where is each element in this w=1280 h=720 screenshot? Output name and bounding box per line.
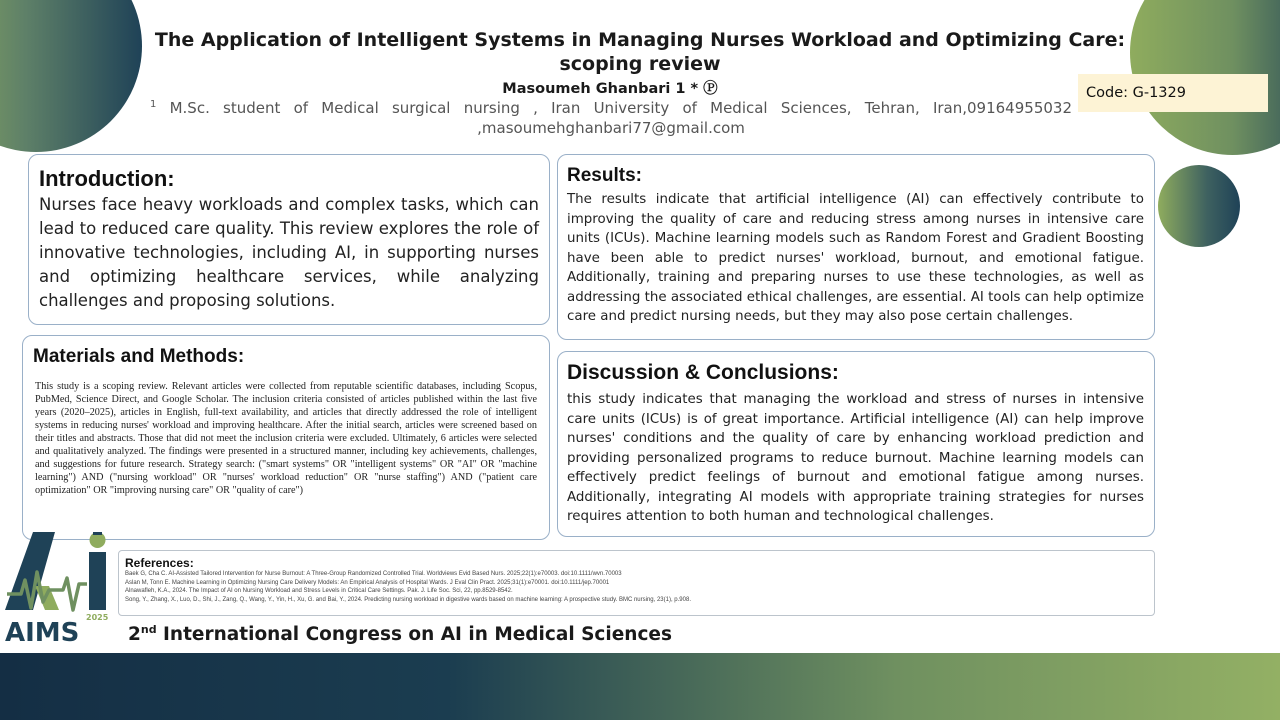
code-badge: Code: G-1329 bbox=[1078, 74, 1268, 112]
introduction-heading: Introduction: bbox=[39, 166, 175, 191]
discussion-heading: Discussion & Conclusions: bbox=[567, 361, 839, 384]
introduction-panel bbox=[28, 154, 550, 325]
affiliation-marker: 1 bbox=[150, 99, 157, 110]
results-panel bbox=[557, 154, 1155, 340]
footer-gradient-band bbox=[0, 653, 1280, 720]
aims-logo bbox=[3, 528, 115, 650]
congress-number: 2 bbox=[128, 624, 141, 646]
references-panel bbox=[118, 550, 1155, 616]
logo-text: AIMS bbox=[5, 618, 80, 648]
poster-title bbox=[140, 28, 1140, 76]
reference-item: Baek G, Cha C. AI-Assisted Tailored Intervention for Nurse Burnout: A Three-Group Randomized Controlled Trial. Worldviews Evid Based Nurs. 2025;22(1):e70003. doi:10.1111/wvn.70003 bbox=[125, 571, 622, 577]
title-line-2: scoping review bbox=[559, 53, 721, 75]
references-heading: References: bbox=[125, 556, 194, 570]
discussion-body: this study indicates that managing the workload and stress of nurses in intensive care units (ICUs) is of great importance. Artificial intelligence (AI) can help improve nurses' conditions and the quality of care by enhancing workload prediction and providing personalized programs to reduce burnout. Machine learning models can effectively predict feelings of burnout and emotional fatigue among nurses. Additionally, integrating AI models with appropriate training strategies for nurses requires attention to both human and technological challenges. bbox=[567, 392, 1144, 524]
affiliation bbox=[150, 95, 1072, 138]
congress-title bbox=[128, 623, 672, 645]
methods-panel bbox=[22, 335, 550, 540]
title-line-1: The Application of Intelligent Systems in Managing Nurses Workload and Optimizing Care: bbox=[154, 29, 1126, 51]
reference-item: Aslan M, Tonn E. Machine Learning in Optimizing Nursing Care Delivery Models: An Empirical Analysis of Hospital Wards. J Eval Clin Pract. 2025;31(1):e70001. doi:10.1111/jep.70001 bbox=[125, 579, 610, 586]
results-body: The results indicate that artificial intelligence (AI) can effectively contribute to improving the quality of care and reducing stress among nurses in intensive care units (ICUs). Machine learning models such as Random Forest and Gradient Boosting have been able to predict nurses' workload, burnout, and emotional fatigue. Additionally, training and preparing nurses to use these technologies, as well as addressing the associated ethical challenges, are essential. AI tools can help optimize care and predict nursing needs, but they may also pose certain challenges. bbox=[567, 192, 1144, 324]
logo-year: 2025 bbox=[86, 613, 109, 622]
author-name: Masoumeh Ghanbari 1 * Ⓟ bbox=[502, 81, 718, 97]
results-heading: Results: bbox=[567, 165, 642, 186]
congress-name: International Congress on AI in Medical Sciences bbox=[156, 624, 672, 646]
congress-ordinal: nd bbox=[140, 623, 157, 636]
methods-heading: Materials and Methods: bbox=[33, 346, 245, 367]
reference-item: Alnawafleh, K.A., 2024. The Impact of AI on Nursing Workload and Stress Levels in Critical Care Settings. Pak. J. Life Soc. Sci, 22, pp.8529-8542. bbox=[125, 588, 513, 595]
ai-mark-icon bbox=[5, 532, 106, 610]
decorative-circle-top-left bbox=[0, 0, 142, 152]
decorative-circle-right bbox=[1158, 165, 1240, 247]
reference-item: Song, Y., Zhang, X., Luo, D., Shi, J., Zang, Q., Wang, Y., Yin, H., Xu, G. and Bai, Y., 2024. Predicting nursing workload in digestive wards based on machine learning: A prospective study. BMC nursing, 23(1), p.908. bbox=[125, 596, 691, 603]
affiliation-text: M.Sc. student of Medical surgical nursing , Iran University of Medical Sciences, Tehran, Iran,09164955032 ,masoumehghanbari77@gmail.com bbox=[169, 99, 1072, 137]
introduction-body: Nurses face heavy workloads and complex tasks, which can lead to reduced care quality. This review explores the role of innovative technologies, including AI, in supporting nurses and optimizing healthcare services, while analyzing challenges and proposing solutions. bbox=[39, 195, 539, 310]
methods-body: This study is a scoping review. Relevant articles were collected from reputable scientific databases, including Scopus, PubMed, Science Direct, and Google Scholar. The inclusion criteria consisted of articles published within the last five years (2020–2025), articles in English, full-text availability, and articles that directly addressed the role of intelligent systems in reducing nurses' workload and improving healthcare. After the initial search, articles were screened based on their titles and abstracts. Those that did not meet the inclusion criteria were excluded. Ultimately, 6 articles were selected and qualitatively analyzed. The findings were presented in a structured manner, including key achievements, challenges, and suggestions for future research. Strategy search: ("smart systems" OR "intelligent systems" OR "AI" OR "machine learning") AND ("nursing workload" OR "nurses' workload reduction" OR "nurse staffing") AND ("patient care optimization" OR "improving nursing care" OR "quality of care") bbox=[35, 381, 537, 496]
discussion-panel bbox=[557, 351, 1155, 537]
